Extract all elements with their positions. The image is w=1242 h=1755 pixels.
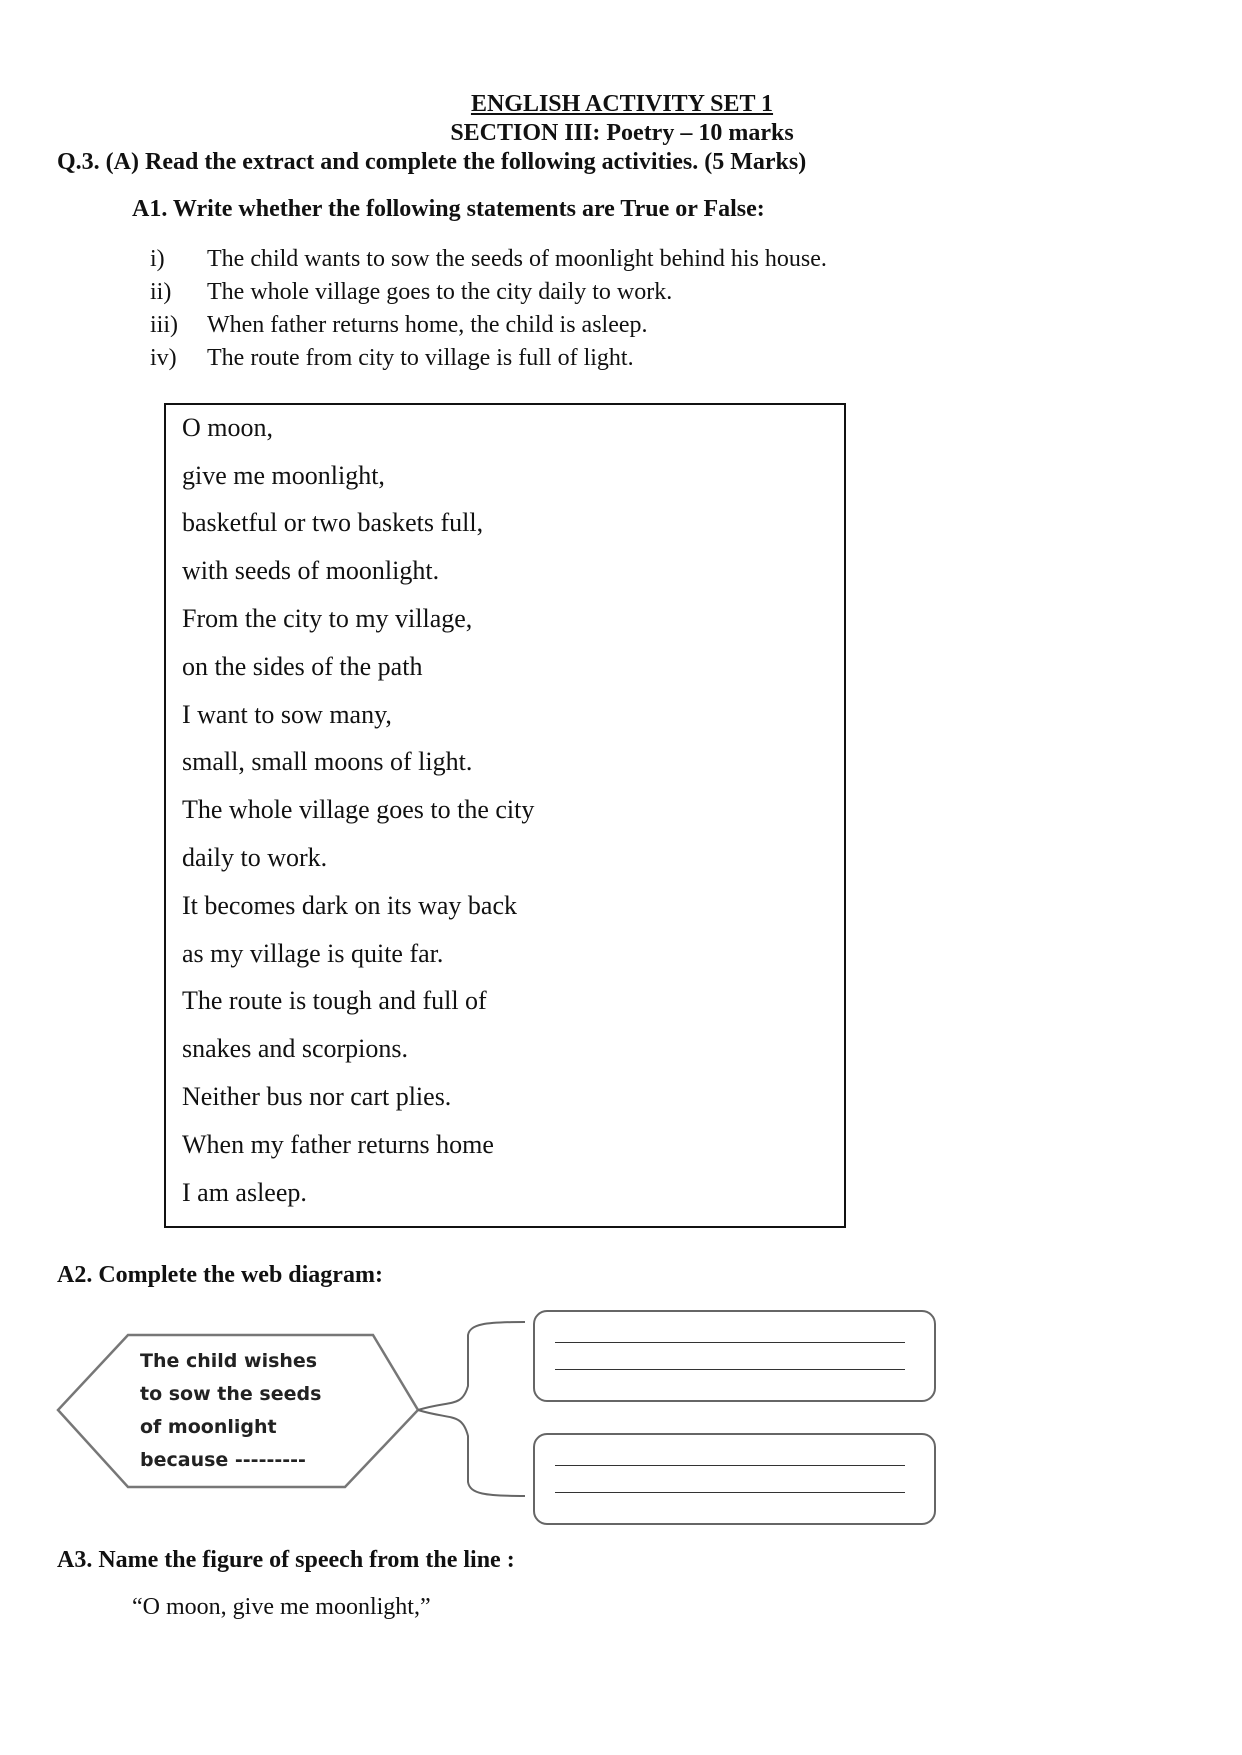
question-heading: Q.3. (A) Read the extract and complete the following activities. (5 Marks)	[57, 149, 807, 175]
poem-line: I want to sow many,	[182, 700, 392, 729]
statement-number: ii)	[150, 279, 172, 305]
poem-line: daily to work.	[182, 843, 328, 872]
poem-line: O moon,	[182, 413, 273, 442]
statement-item	[150, 345, 634, 372]
connector-bottom	[418, 1410, 525, 1496]
hexagon-line: of moonlight	[140, 1416, 277, 1438]
poem-line: with seeds of moonlight.	[182, 556, 440, 585]
statement-text: The route from city to village is full of light.	[207, 345, 634, 371]
connector-top	[418, 1322, 525, 1410]
statement-item	[150, 312, 648, 339]
hexagon-text	[140, 1345, 321, 1477]
statement-item	[150, 246, 827, 273]
statement-text: The whole village goes to the city daily to work.	[207, 279, 673, 305]
poem-line: I am asleep.	[182, 1178, 307, 1207]
poem-line: on the sides of the path	[182, 652, 423, 681]
poem-line: Neither bus nor cart plies.	[182, 1082, 452, 1111]
a2-heading: A2. Complete the web diagram:	[57, 1262, 383, 1288]
poem-line: snakes and scorpions.	[182, 1034, 409, 1063]
poem-line: It becomes dark on its way back	[182, 891, 518, 920]
quoted-line: “O moon, give me moonlight,”	[132, 1594, 431, 1620]
statement-text: The child wants to sow the seeds of moonlight behind his house.	[207, 246, 827, 272]
hexagon-line: because ---------	[140, 1449, 306, 1471]
poem-line: The whole village goes to the city	[182, 795, 535, 824]
poem-line: When my father returns home	[182, 1130, 494, 1159]
statement-number: i)	[150, 246, 165, 272]
poem-line: small, small moons of light.	[182, 747, 473, 776]
page-title: ENGLISH ACTIVITY SET 1	[470, 91, 774, 117]
a3-heading: A3. Name the figure of speech from the line :	[57, 1547, 515, 1573]
a1-heading: A1. Write whether the following statements are True or False:	[132, 196, 765, 222]
poem-line: as my village is quite far.	[182, 939, 444, 968]
answer-box-top[interactable]	[533, 1310, 936, 1402]
answer-blank[interactable]	[555, 1492, 905, 1493]
answer-blank[interactable]	[555, 1369, 905, 1370]
poem-line: The route is tough and full of	[182, 986, 487, 1015]
section-title: SECTION III: Poetry – 10 marks	[450, 120, 794, 146]
answer-blank[interactable]	[555, 1465, 905, 1466]
statement-number: iv)	[150, 345, 177, 371]
statement-text: When father returns home, the child is asleep.	[207, 312, 648, 338]
hexagon-line: to sow the seeds	[140, 1383, 322, 1405]
answer-box-bottom[interactable]	[533, 1433, 936, 1525]
poem-line: give me moonlight,	[182, 461, 385, 490]
statement-item	[150, 279, 672, 306]
statement-number: iii)	[150, 312, 178, 338]
hexagon-line: The child wishes	[140, 1350, 318, 1372]
answer-blank[interactable]	[555, 1342, 905, 1343]
poem-line: basketful or two baskets full,	[182, 508, 484, 537]
poem-extract-box	[164, 403, 846, 1228]
poem-line: From the city to my village,	[182, 604, 473, 633]
